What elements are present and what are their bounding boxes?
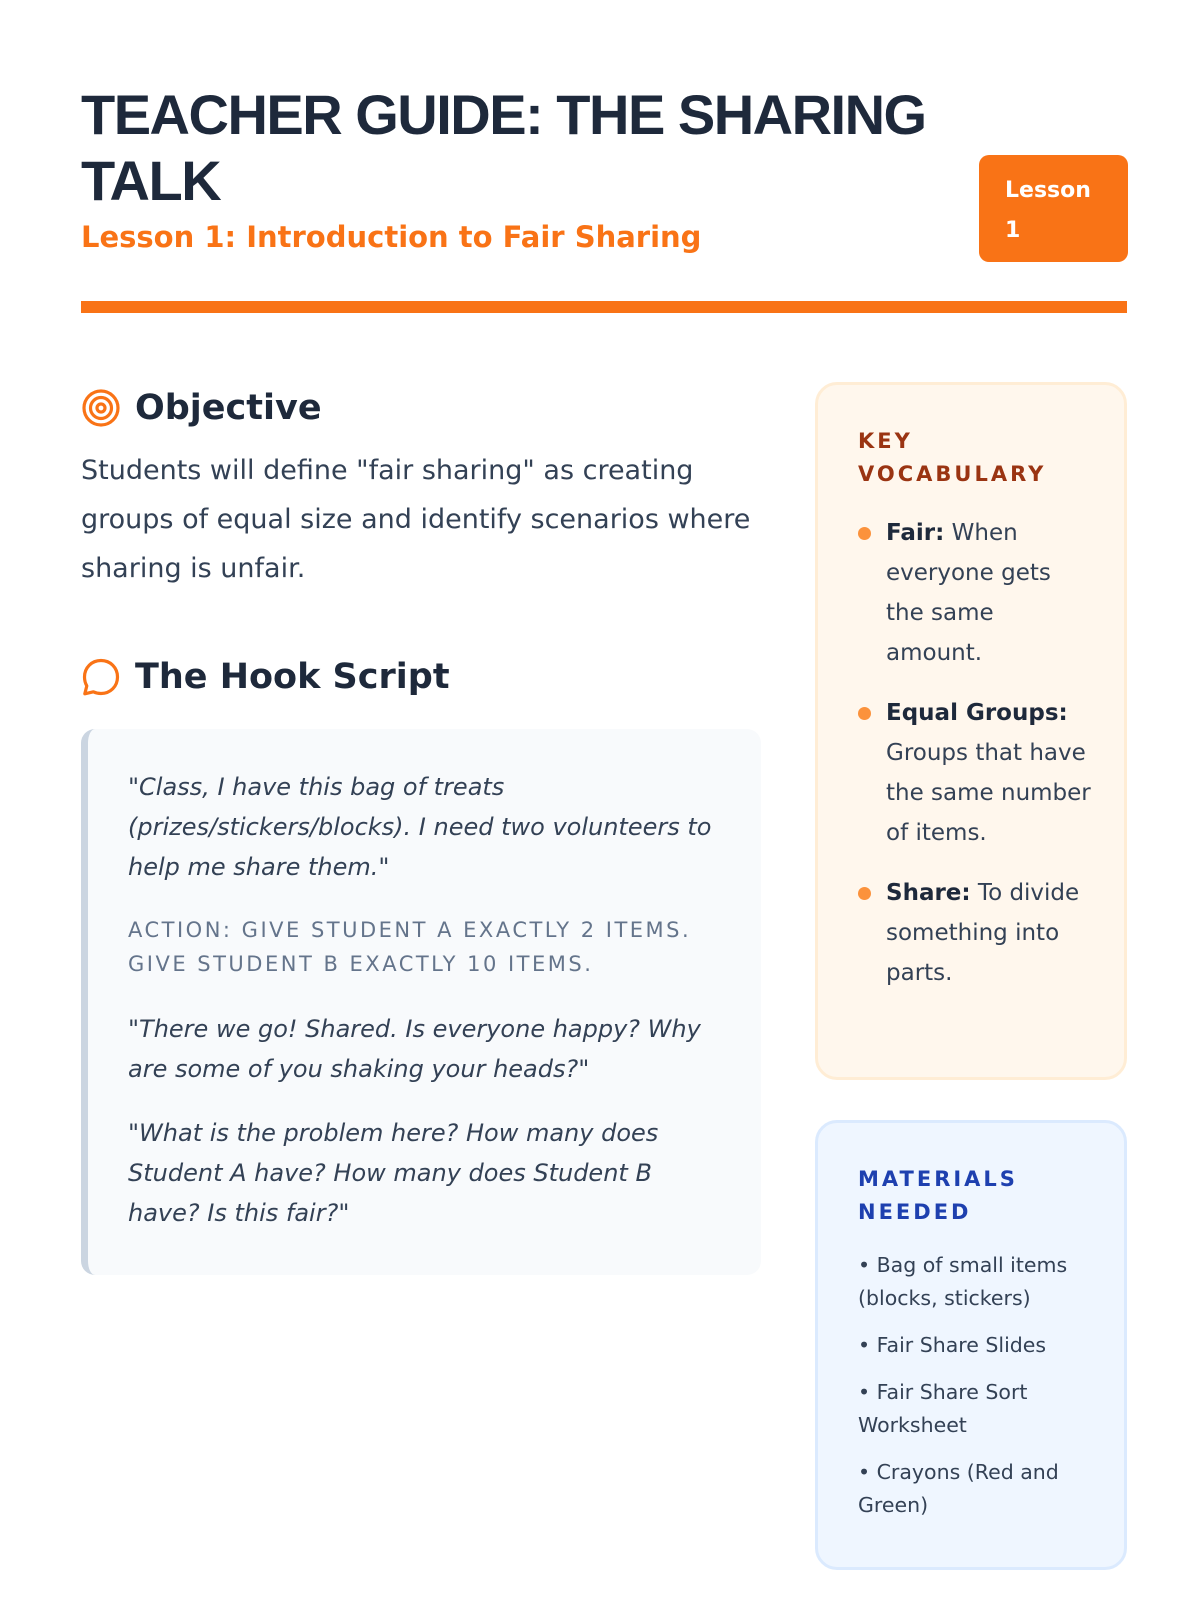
header-divider: [81, 301, 1127, 313]
vocabulary-term: Share:: [886, 880, 971, 906]
hook-script-box: [81, 729, 761, 1275]
objective-text: Students will define "fair sharing" as creating groups of equal size and identify scenarios where sharing is unfair.: [81, 455, 751, 584]
bullet-dot-icon: [858, 527, 871, 540]
target-icon: [81, 388, 121, 428]
script-quote-1: "Class, I have this bag of treats (prizes/stickers/blocks). I need two volunteers to help me share them.": [128, 773, 712, 881]
vocabulary-list: [858, 513, 1094, 993]
vocabulary-item-fair: [858, 513, 1094, 673]
lesson-badge-word: Lesson: [1005, 178, 1091, 203]
hook-script-heading-label: The Hook Script: [135, 657, 450, 697]
vocabulary-item-equal-groups: [858, 693, 1094, 853]
script-quote-3: "What is the problem here? How many does Student A have? How many does Student B have? Is this fair?": [128, 1119, 659, 1227]
teacher-guide-page: [81, 0, 1127, 1600]
key-vocabulary-card: [815, 382, 1127, 1080]
script-quote-2: "There we go! Shared. Is everyone happy? Why are some of you shaking your heads?": [128, 1015, 701, 1083]
material-item: • Bag of small items (blocks, stickers): [858, 1253, 1068, 1310]
materials-list: [858, 1249, 1094, 1522]
hook-script-heading: [81, 649, 761, 705]
vocabulary-item-share: [858, 873, 1094, 993]
bullet-dot-icon: [858, 707, 871, 720]
main-column: [81, 380, 761, 1275]
objective-heading: [81, 380, 761, 436]
vocabulary-term: Equal Groups:: [886, 700, 1068, 726]
vocabulary-definition: Groups that have the same number of items.: [886, 740, 1091, 846]
bullet-dot-icon: [858, 887, 871, 900]
lesson-badge: [979, 155, 1128, 262]
materials-needed-card: [815, 1120, 1127, 1570]
vocabulary-term: Fair:: [886, 520, 945, 546]
material-item: • Crayons (Red and Green): [858, 1460, 1059, 1517]
materials-needed-title: MATERIALS NEEDED: [858, 1167, 1018, 1224]
vocabulary-definition: To divide something into parts.: [886, 880, 1080, 986]
lesson-badge-number: 1: [1005, 218, 1021, 243]
material-item: • Fair Share Sort Worksheet: [858, 1380, 1028, 1437]
lesson-subtitle: Lesson 1: Introduction to Fair Sharing: [81, 220, 702, 254]
material-item: • Fair Share Slides: [858, 1333, 1047, 1357]
script-action: ACTION: GIVE STUDENT A EXACTLY 2 ITEMS. GIVE STUDENT B EXACTLY 10 ITEMS.: [128, 918, 692, 976]
vocabulary-definition: When everyone gets the same amount.: [886, 520, 1051, 666]
speech-bubble-icon: [81, 657, 121, 697]
page-title: TEACHER GUIDE: THE SHARING TALK: [81, 83, 926, 212]
objective-heading-label: Objective: [135, 388, 322, 428]
key-vocabulary-title: KEY VOCABULARY: [858, 429, 1047, 486]
page-header: [81, 82, 1127, 314]
